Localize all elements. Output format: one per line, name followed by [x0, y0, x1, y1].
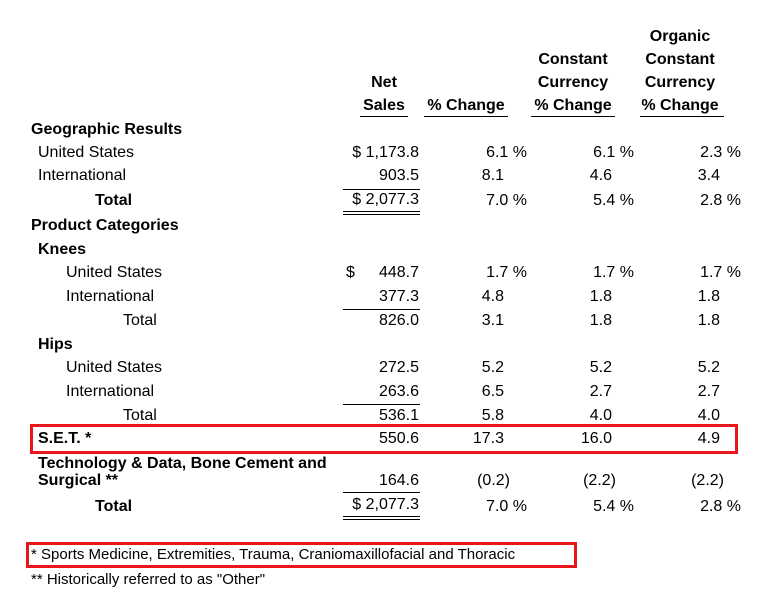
net-sales-value: 263.6 [378, 383, 419, 400]
organic-change-value: 2.3 % [700, 144, 741, 161]
column-rule [343, 404, 420, 405]
pct-change-value: 1.7 % [486, 264, 527, 281]
pct-change-value: 6.1 % [486, 144, 527, 161]
organic-change-value: 5.2 [697, 359, 720, 376]
header-underline [424, 116, 508, 117]
pct-change-value: 8.1 [481, 167, 504, 184]
header-pct-line1: % Change [427, 97, 505, 114]
cc-change-value: 5.2 [589, 359, 612, 376]
double-rule [343, 214, 420, 215]
organic-change-value: 4.9 [697, 430, 720, 447]
organic-change-value: 1.7 % [700, 264, 741, 281]
column-rule [343, 492, 420, 493]
net-sales-value: 536.1 [378, 407, 419, 424]
header-cc-line1: Constant [538, 51, 608, 68]
row-label: S.E.T. * [38, 430, 92, 447]
organic-change-value: 3.4 [697, 167, 720, 184]
double-rule [343, 516, 420, 517]
cc-change-value: 5.4 % [593, 498, 634, 515]
pct-change-value: 4.8 [481, 288, 504, 305]
cc-change-value: (2.2) [583, 472, 616, 489]
net-sales-value: 448.7 [378, 264, 419, 281]
organic-change-value: 1.8 [697, 312, 720, 329]
cc-change-value: 5.4 % [593, 192, 634, 209]
organic-change-value: 4.0 [697, 407, 720, 424]
row-label: Technology & Data, Bone Cement and [38, 455, 327, 472]
net-sales-value: 272.5 [378, 359, 419, 376]
pct-change-value: 7.0 % [486, 498, 527, 515]
header-underline [360, 116, 408, 117]
organic-change-value: 2.7 [697, 383, 720, 400]
header-org-line2: Constant [645, 51, 715, 68]
organic-change-value: 1.8 [697, 288, 720, 305]
net-sales-value: $ 2,077.3 [352, 496, 419, 513]
cc-change-value: 1.7 % [593, 264, 634, 281]
net-sales-value: $ 2,077.3 [352, 191, 419, 208]
pct-change-value: 6.5 [481, 383, 504, 400]
subsection-hips: Hips [38, 336, 73, 353]
row-label: Total [95, 498, 133, 515]
row-label: International [38, 167, 127, 184]
net-sales-value: $ 1,173.8 [352, 144, 419, 161]
footnote-set: * Sports Medicine, Extremities, Trauma, Craniomaxillofacial and Thoracic [31, 546, 516, 563]
header-net-line2: Sales [363, 97, 405, 114]
double-rule [343, 519, 420, 520]
header-cc-line3: % Change [534, 97, 612, 114]
subsection-knees: Knees [38, 241, 87, 258]
pct-change-value: 3.1 [481, 312, 504, 329]
net-sales-value: 826.0 [378, 312, 419, 329]
cc-change-value: 16.0 [580, 430, 612, 447]
cc-change-value: 6.1 % [593, 144, 634, 161]
cc-change-value: 4.0 [589, 407, 612, 424]
row-label: International [66, 288, 155, 305]
row-label: United States [66, 264, 163, 281]
pct-change-value: 5.2 [481, 359, 504, 376]
header-underline [531, 116, 615, 117]
cc-change-value: 4.6 [589, 167, 612, 184]
section-product-categories: Product Categories [31, 217, 179, 234]
net-sales-value: 164.6 [378, 472, 419, 489]
footnote-other: ** Historically referred to as "Other" [31, 571, 266, 588]
dollar-sign: $ [346, 264, 355, 281]
header-org-line1: Organic [649, 28, 711, 45]
header-org-line3: Currency [644, 74, 716, 91]
organic-change-value: 2.8 % [700, 498, 741, 515]
row-label: United States [66, 359, 163, 376]
net-sales-value: 903.5 [378, 167, 419, 184]
header-underline [640, 116, 724, 117]
pct-change-value: 17.3 [472, 430, 504, 447]
row-label: Total [123, 407, 157, 424]
organic-change-value: 2.8 % [700, 192, 741, 209]
header-org-line4: % Change [641, 97, 719, 114]
row-label: Total [123, 312, 157, 329]
net-sales-value: 377.3 [378, 288, 419, 305]
cc-change-value: 1.8 [589, 288, 612, 305]
row-label: International [66, 383, 155, 400]
row-label: United States [38, 144, 135, 161]
cc-change-value: 1.8 [589, 312, 612, 329]
header-cc-line2: Currency [537, 74, 609, 91]
pct-change-value: 5.8 [481, 407, 504, 424]
pct-change-value: 7.0 % [486, 192, 527, 209]
row-label: Total [95, 192, 133, 209]
header-net-line1: Net [371, 74, 397, 91]
double-rule [343, 211, 420, 212]
cc-change-value: 2.7 [589, 383, 612, 400]
section-geographic-results: Geographic Results [31, 121, 183, 138]
net-sales-value: 550.6 [378, 430, 419, 447]
column-rule [343, 309, 420, 310]
pct-change-value: (0.2) [477, 472, 510, 489]
organic-change-value: (2.2) [691, 472, 724, 489]
row-label-continued: Surgical ** [38, 472, 119, 489]
